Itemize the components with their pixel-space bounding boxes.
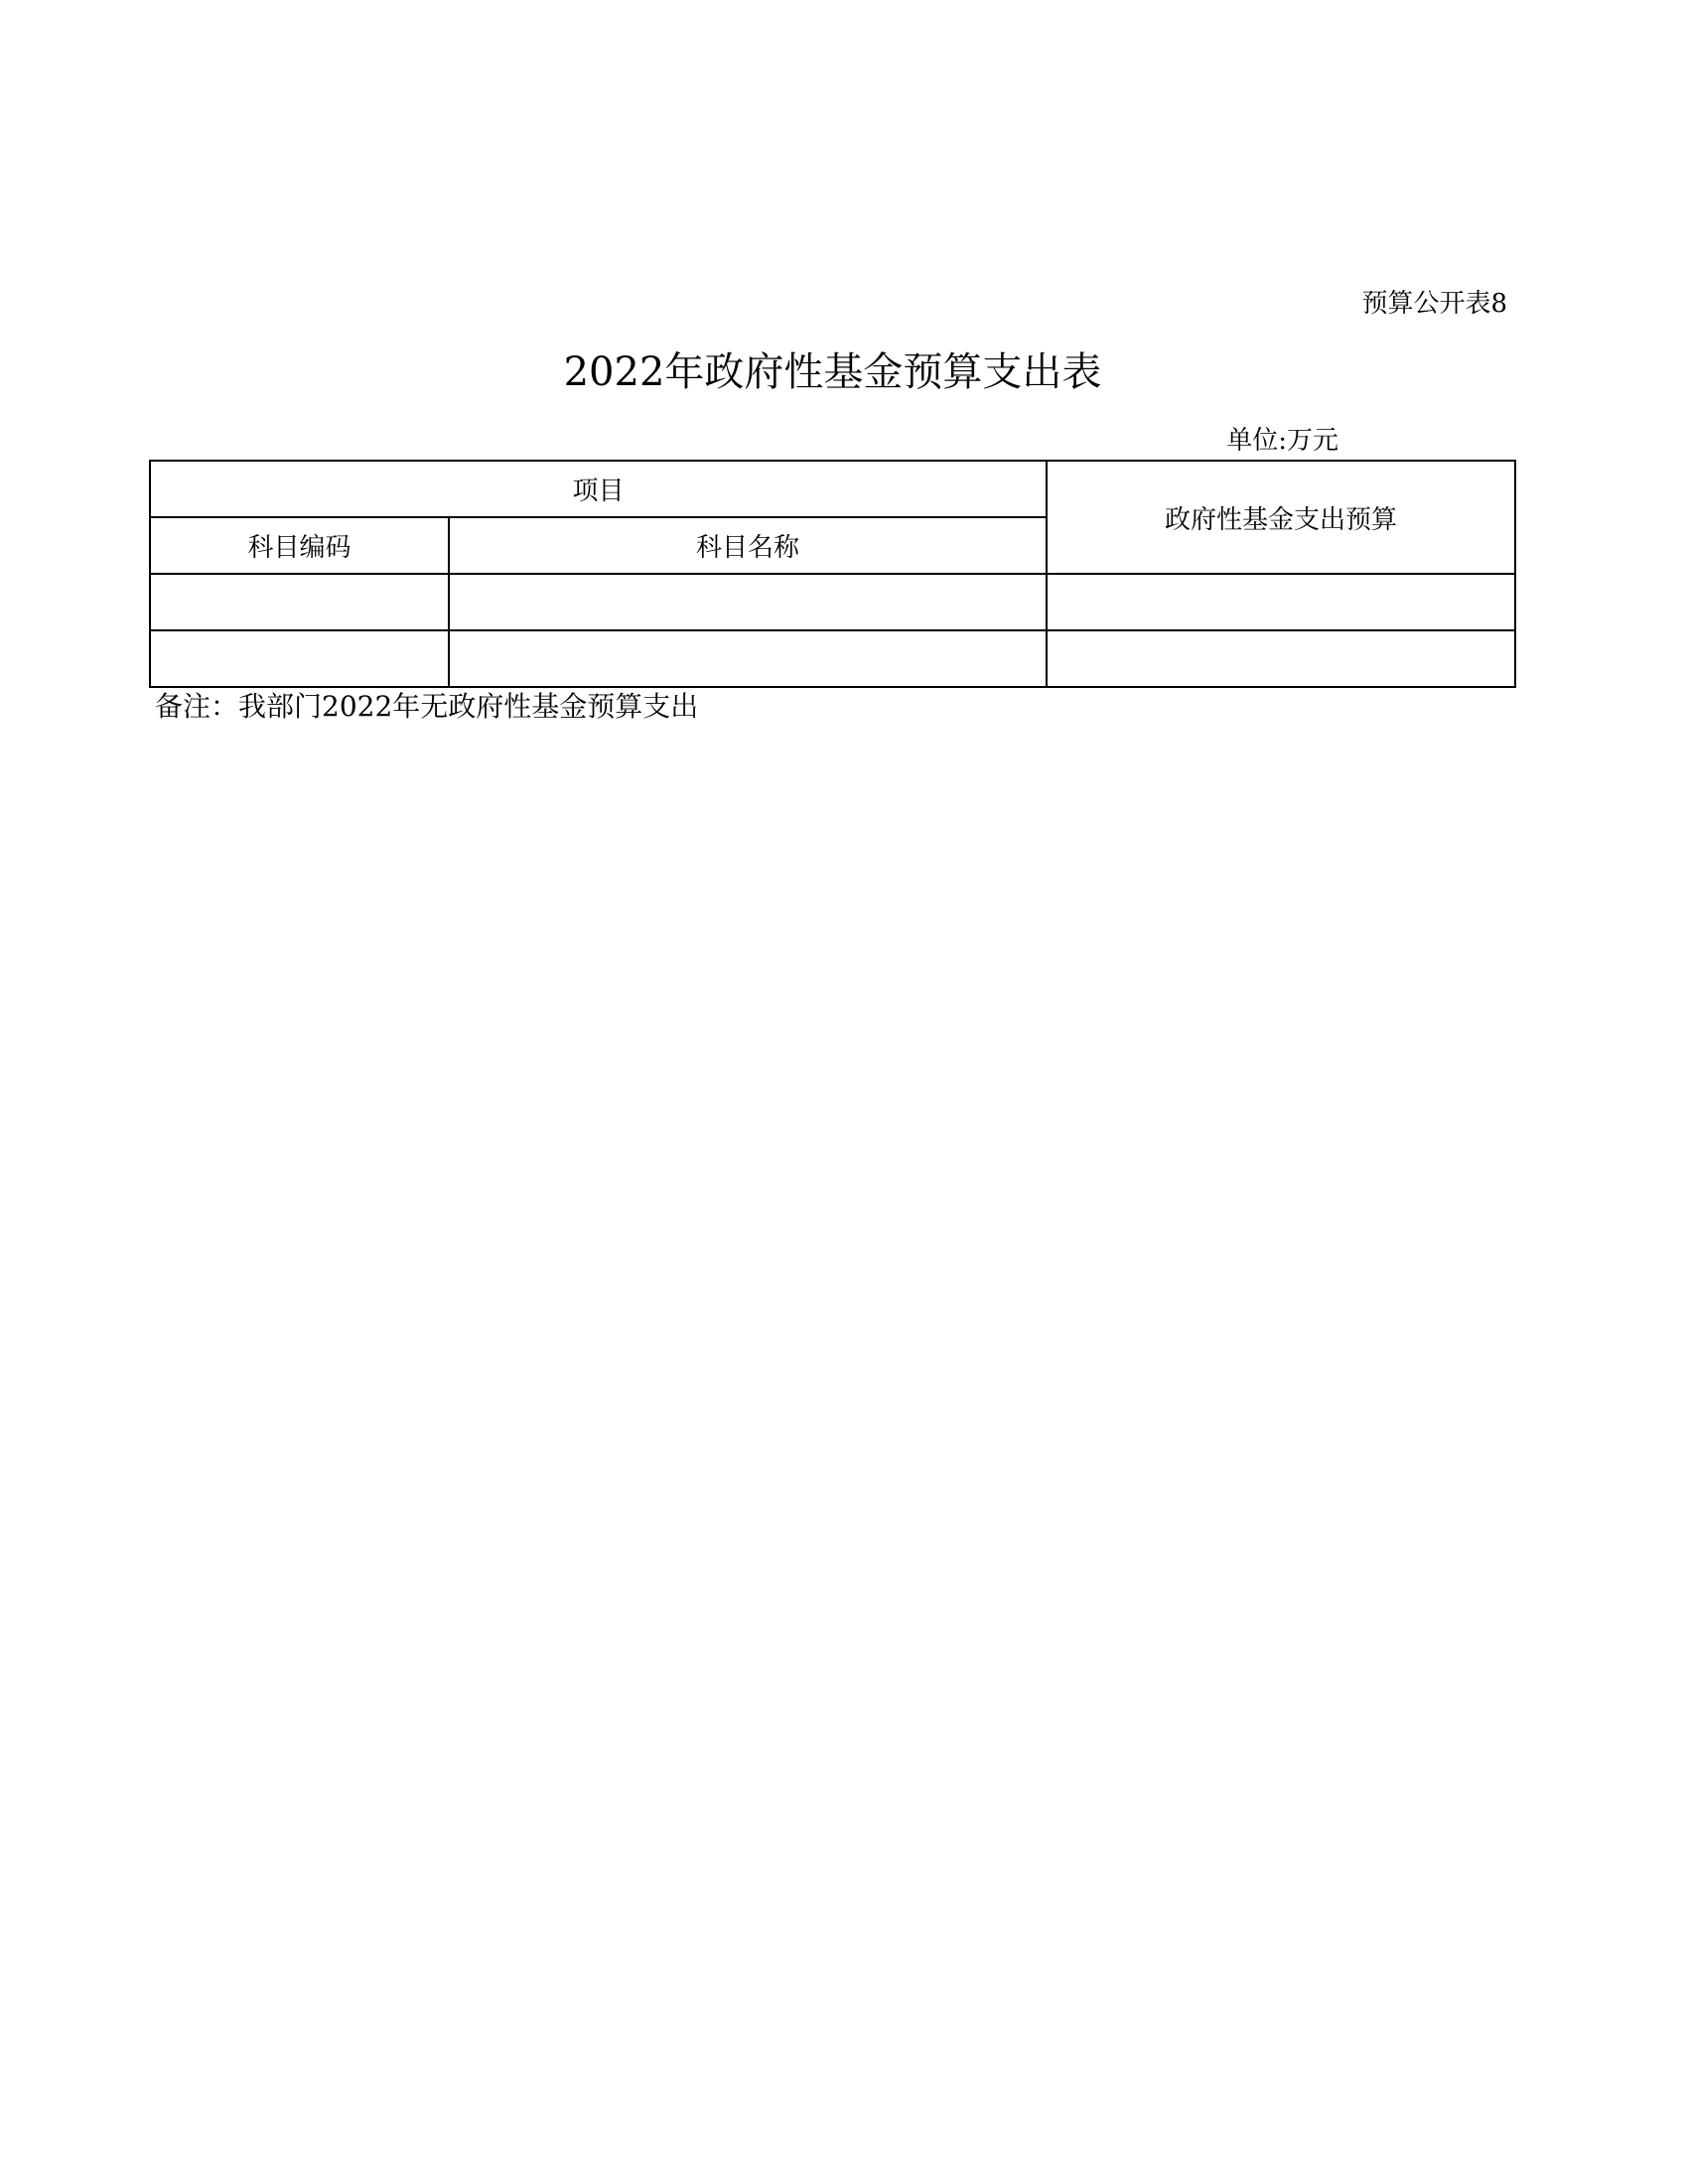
budget-table — [149, 460, 1516, 688]
header-fund-expenditure: 政府性基金支出预算 — [1047, 461, 1515, 574]
footnote: 备注：我部门2022年无政府性基金预算支出 — [155, 690, 699, 723]
cell-expenditure-amount — [1047, 630, 1515, 687]
cell-expenditure-amount — [1047, 574, 1515, 630]
cell-subject-name — [449, 574, 1047, 630]
cell-subject-code — [150, 574, 449, 630]
table-row — [150, 630, 1515, 687]
cell-subject-name — [449, 630, 1047, 687]
table-header-row-1 — [150, 461, 1515, 517]
unit-label: 单位:万元 — [1226, 426, 1338, 456]
table-row — [150, 574, 1515, 630]
header-subject-code: 科目编码 — [150, 517, 449, 574]
cell-subject-code — [150, 630, 449, 687]
table-number: 预算公开表8 — [1361, 289, 1507, 319]
page-title: 2022年政府性基金预算支出表 — [563, 349, 1102, 395]
header-subject-name: 科目名称 — [449, 517, 1047, 574]
header-project: 项目 — [150, 461, 1047, 517]
